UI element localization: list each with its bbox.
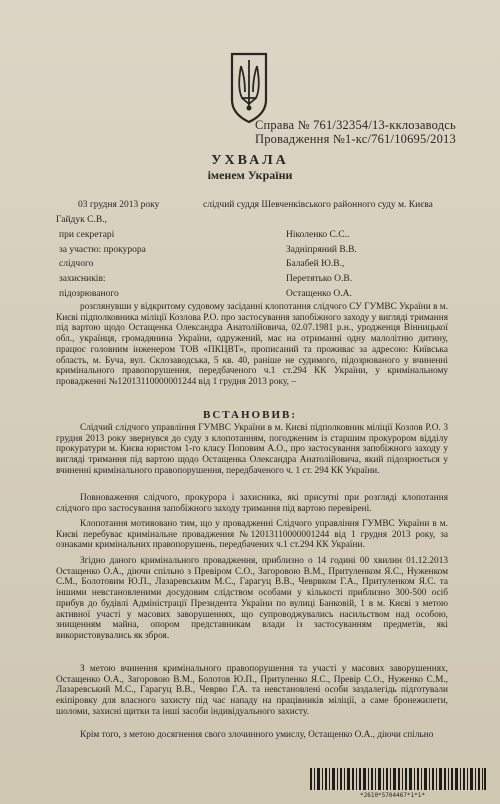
paragraph-preparation: З метою вчинення кримінального правопорушення та участі у масових заворушеннях, Остащенко О.А., Загоровою В.М., Болотов Ю.П., Притуленко Я.С., Превір С.О., Нуженко С.М., Лазаревський М.С., Гарагуц В.В., Чеврво Г.А. та невстановлені особи заздалегідь підготували екіпіровку для власного захисту під час нападу на працівників міліції, а саме бронежилети, шоломи, захисні щитки та інші засоби індивідуального захисту. [56,664,448,717]
participant-role: за участю: прокурора [59,245,146,255]
participant-role: захисників: [59,274,106,284]
participant-name: Остащенко О.А. [286,289,352,299]
paragraph-intro: розглянувши у відкритому судовому засіданні клопотання слідчого СУ ГУМВС України в м. Києві підполковника міліції Козлова Р.О. про застосування запобіжного заходу у вигляді тримання під вартою щодо Остащенка Олександра Анатолійовича, 02.07.1981 р.н., уродженця Вінницької обл., українця, громадянина України, одружений, має на отриманні одну малолітню дитину, працює головним інженером ТОВ «ПКЦВТ», прописаний та проживає за адресою: Київська область, м. Буча, вул. Склозаводська, 5 кв. 40, раніше не судимого, підозрюваного у вчиненні кримінального правопорушення, передбаченого ч.1 ст.294 КК України, у кримінальному провадженні №12013110000001244 від 1 грудня 2013 року, – [56,302,448,387]
case-number: Справа № 761/32354/13-кклозаводсь [255,118,456,132]
participant-role: слідчого [59,259,94,269]
paragraph-motion: Слідчий слідчого управління ГУМВС України в м. Києві підполковник міліції Козлов Р.О. 3 грудня 2013 року звернувся до суду з клопотанням, погодженим із старшим прокурором відділу прокуратури м. Києва юристом 1-го класу Поповим А.О., про застосування запобіжного заходу у вигляді тримання під вартою щодо Остащенка Олександра Анатолійовича, який підозрюється у вчиненні кримінального правопорушення, передбаченого ч. 1 ст. 294 КК України. [56,423,448,476]
participant-name: Задніпряний В.В. [286,245,357,255]
document-subtitle: іменем України [207,168,293,182]
proceeding-number: Провадження №1-кс/761/10695/2013 [255,132,456,146]
participant-role: при секретарі [59,230,115,240]
paragraph-continuation: Крім того, з метою досягнення свого злочинного умислу, Остащенко О.А., діючи спільно [80,730,434,740]
barcode-icon [310,768,486,790]
trident-emblem-icon [228,48,270,126]
hearing-date: 03 грудня 2013 року [78,200,160,210]
participant-name: Балабей Ю.В., [286,259,345,269]
paragraph-facts: Згідно даного кримінального провадження, приблизно о 14 годині 00 хвилин 01.12.2013 Остащенко О.А., діючи спільно з Превіром С.О., Загоровою В.М., Притуленком Я.С., Нуженком С.М., Болотовим Ю.П., Лазаревським М.С., Гарагуц В.В., Чеврвком Г.А., Притуленком Я.С. та іншими невстановленими досудовим слідством особами у кількості приблизно 300-500 осіб прибув до будівлі Адміністрації Президента України по вулиці Банковій, 1 в м. Києві з метою активної участі у масових заворушеннях, що супроводжувались насильством над особою, знищенням майна, опором представникам влади із застосуванням предметів, які використовувались як зброя. [56,556,448,641]
judge-line: слідчий суддя Шевченківського районного суду м. Києва [203,200,433,210]
paragraph-authority: Повноваження слідчого, прокурора і захисника, які присутні при розгляді клопотання слідчого про застосування запобіжного заходу тримання під вартою перевірені. [56,493,448,514]
barcode-number: *2610*5704467*1*1* [360,792,426,799]
document-title: УХВАЛА [211,153,289,168]
participant-name: Перетятько О.В. [286,274,353,284]
section-heading: ВСТАНОВИВ: [202,409,298,421]
participant-role: Гайдук С.В., [56,215,107,225]
participant-name: Ніколенко С.С.. [286,230,350,240]
paragraph-grounds: Клопотання мотивовано тим, що у провадженні Слідчого управління ГУМВС України в м. Києві перебуває кримінальне провадження №12013110000001244 від 1 грудня 2013 року, за ознаками кримінальних правопорушень, передбачених ч.1 ст.294 КК України. [56,519,448,551]
participant-role: підозрюваного [59,289,119,299]
case-number-block [255,118,456,146]
